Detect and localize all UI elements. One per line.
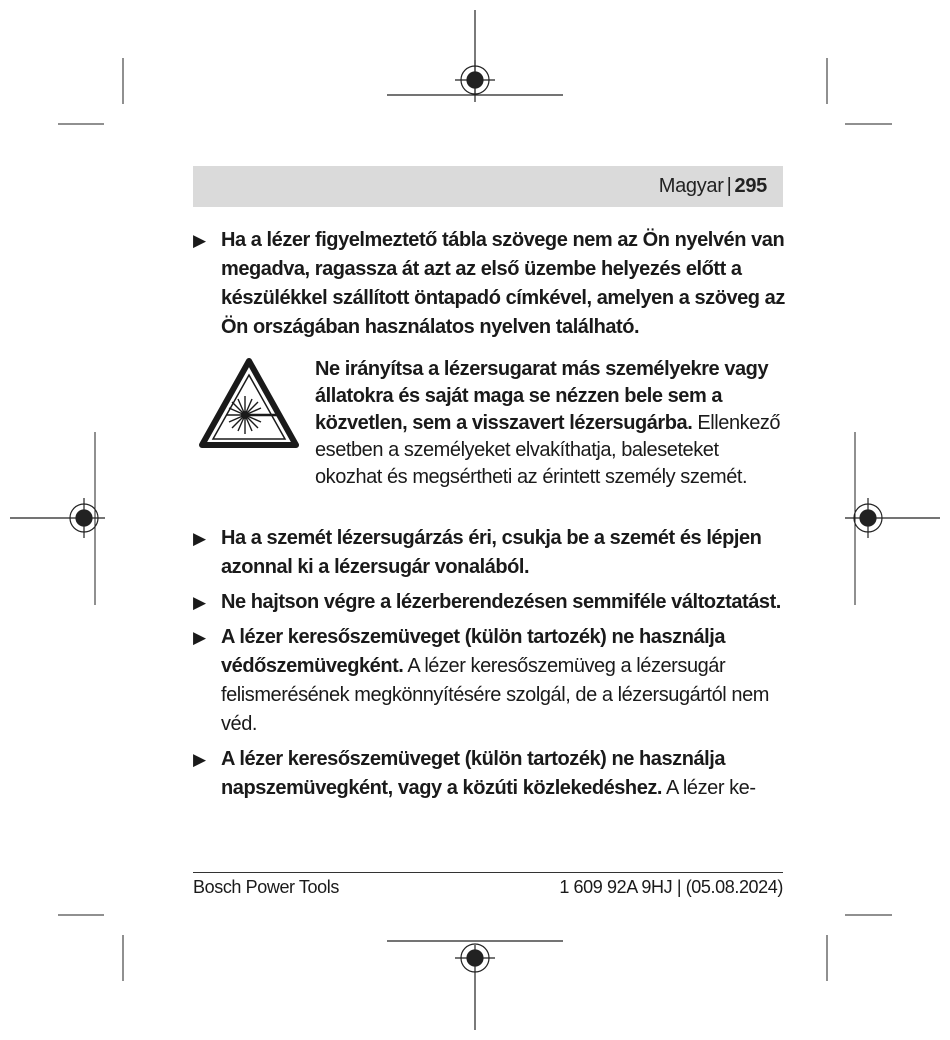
- list-item: [193, 588, 793, 617]
- footer-rule: [193, 872, 783, 873]
- laser-warning-block: [193, 356, 793, 518]
- warning-text-bold: A lézer keresőszemüveget (külön tartozék) ne használja napszemüvegként, vagy a közúti közlekedéshez.: [221, 748, 726, 799]
- bullet-icon: ▶: [193, 628, 206, 647]
- laser-warning-normal: Ellenkező esetben a személyeket elvakíthatja, baleseteket okozhat és megsértheti az érintett személy szemét.: [315, 412, 781, 488]
- list-item: [193, 524, 793, 582]
- registration-mark-icon: [845, 498, 940, 538]
- warning-text-bold: Ha a lézer figyelmeztető tábla szövege nem az Ön nyelvén van megadva, ragassza át azt az első üzembe helyezés előtt a készülékkel szállított öntapadó címkével, amelyen a szöveg az Ön országában használatos nyelven található.: [221, 229, 785, 338]
- laser-warning-triangle-icon: [199, 358, 299, 448]
- footer-brand: Bosch Power Tools: [193, 877, 339, 897]
- laser-warning-bold: Ne irányítsa a lézersugarat más személyekre vagy állatokra és saját maga se nézzen bele sem a közvetlen, sem a visszavert lézersugárba.: [315, 358, 769, 434]
- list-item: [193, 623, 793, 739]
- laser-warning-text: [315, 356, 785, 491]
- bullet-icon: ▶: [193, 529, 206, 548]
- warning-text-bold: Ha a szemét lézersugárzás éri, csukja be a szemét és lépjen azonnal ki a lézersugár vonalából.: [221, 527, 762, 578]
- list-item: [193, 226, 793, 342]
- bullet-icon: ▶: [193, 231, 206, 250]
- page-body: [193, 226, 793, 809]
- warning-text-bold: A lézer keresőszemüveget (külön tartozék) ne használja védőszemüvegként.: [221, 626, 726, 677]
- registration-mark-icon: [387, 10, 563, 102]
- bullet-icon: ▶: [193, 593, 206, 612]
- registration-mark-icon: [10, 498, 105, 538]
- footer-doc-id: 1 609 92A 9HJ | (05.08.2024): [559, 877, 783, 897]
- warning-text-normal: A lézer keresőszemüveg a lézersugár felismerésének megkönnyítésére szolgál, de a lézersugártól nem véd.: [221, 655, 769, 735]
- header-text: [659, 175, 767, 197]
- registration-mark-icon: [387, 941, 563, 1030]
- warning-text-bold: Ne hajtson végre a lézerberendezésen semmiféle változtatást.: [221, 591, 781, 613]
- header-separator: |: [726, 175, 732, 197]
- header-language: Magyar: [658, 175, 724, 197]
- list-item: [193, 745, 793, 803]
- page-number: 295: [734, 175, 767, 197]
- warning-text-normal: A lézer ke-: [662, 777, 756, 799]
- bullet-icon: ▶: [193, 750, 206, 769]
- page-header: [193, 166, 783, 207]
